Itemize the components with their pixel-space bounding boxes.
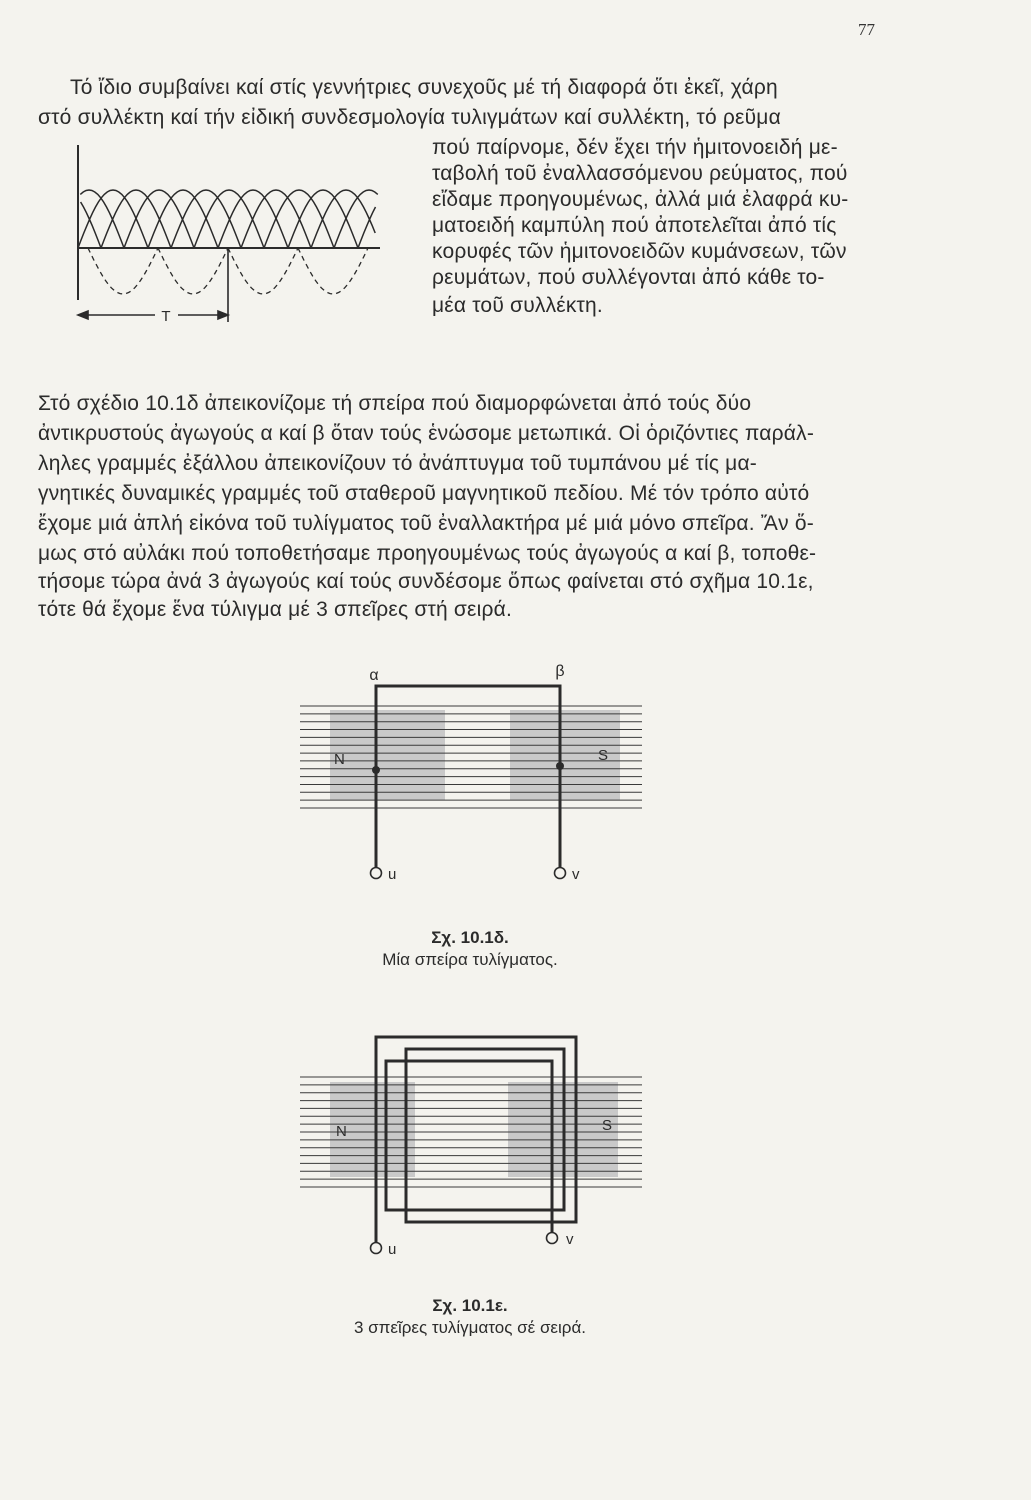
dashed-half-wave bbox=[158, 248, 228, 294]
dashed-half-wave bbox=[298, 248, 368, 294]
sine-half-wave bbox=[80, 190, 124, 248]
text-line: Στό σχέδιο 10.1δ ἀπεικονίζομε τή σπείρα πού διαμορφώνεται ἀπό τούς δύο bbox=[38, 392, 752, 415]
text-line: πού παίρνομε, δέν ἔχει τήν ἡμιτονοειδή με- bbox=[432, 136, 838, 159]
terminal-v-circle bbox=[547, 1233, 558, 1244]
caption-figure-e bbox=[310, 1296, 630, 1338]
text-line: εἴδαμε προηγουμένως, ἀλλά μιά ἐλαφρά κυ- bbox=[432, 188, 849, 211]
text-line: στό συλλέκτη καί τήν εἰδική συνδεσμολογία τυλιγμάτων καί συλλέκτη, τό ρεῦμα bbox=[38, 106, 781, 129]
label-terminal-v: v bbox=[572, 866, 580, 883]
text-line: τήσομε τώρα ἀνά 3 ἀγωγούς καί τούς συνδέσομε ὅπως φαίνεται στό σχῆμα 10.1ε, bbox=[38, 570, 814, 593]
label-terminal-v: v bbox=[566, 1231, 574, 1248]
caption-text: 3 σπεῖρες τυλίγματος σέ σειρά. bbox=[353, 1318, 587, 1337]
label-beta: β bbox=[555, 663, 565, 680]
text-line: κορυφές τῶν ἡμιτονοειδῶν κυμάνσεων, τῶν bbox=[432, 240, 847, 263]
label-south-pole: S bbox=[602, 1117, 613, 1134]
text-line: ρευμάτων, πού συλλέγονται ἀπό κάθε το- bbox=[432, 266, 825, 289]
page-number: 77 bbox=[858, 20, 875, 39]
north-pole-area bbox=[330, 710, 445, 800]
terminal-u-circle bbox=[371, 868, 382, 879]
terminal-v-circle bbox=[555, 868, 566, 879]
label-north-pole: N bbox=[334, 751, 345, 768]
conductor-alpha bbox=[372, 766, 380, 774]
label-alpha: α bbox=[369, 667, 379, 684]
sine-half-wave bbox=[81, 202, 101, 248]
period-label: T bbox=[161, 308, 171, 325]
text-line: ἔχομε μιά ἁπλή εἰκόνα τοῦ τυλίγματος τοῦ ἐναλλακτήρα μέ μιά μόνο σπεῖρα. Ἄν ὅ- bbox=[38, 512, 814, 535]
text-line: ματοειδή καμπύλη πού ἀποτελεῖται ἀπό τίς bbox=[432, 214, 837, 237]
dashed-half-wave bbox=[228, 248, 298, 294]
label-south-pole: S bbox=[598, 747, 609, 764]
caption-number: Σχ. 10.1δ. bbox=[431, 928, 509, 947]
sine-half-wave bbox=[311, 190, 375, 248]
text-line: Τό ἴδιο συμβαίνει καί στίς γεννήτριες συνεχοῦς μέ τή διαφορά ὅτι ἐκεῖ, χάρη bbox=[70, 76, 778, 99]
label-terminal-u: u bbox=[388, 866, 397, 883]
text-line: μέα τοῦ συλλέκτη. bbox=[432, 294, 603, 317]
rectified-waveform-figure bbox=[60, 140, 390, 330]
period-marker bbox=[78, 248, 228, 322]
caption-number: Σχ. 10.1ε. bbox=[432, 1296, 508, 1315]
dashed-half-wave bbox=[88, 248, 158, 294]
text-line: γνητικές δυναμικές γραμμές τοῦ σταθεροῦ μαγνητικοῦ πεδίου. Μέ τόν τρόπο αὐτό bbox=[38, 482, 810, 505]
sine-half-waves bbox=[78, 190, 378, 248]
text-line: τότε θά ἔχομε ἕνα τύλιγμα μέ 3 σπεῖρες στή σειρά. bbox=[38, 598, 513, 621]
sine-half-wave bbox=[334, 190, 378, 248]
figure-three-turn-winding bbox=[290, 1032, 650, 1262]
text-line: μως στό αὐλάκι πού τοποθετήσαμε προηγουμένως τούς ἀγωγούς α καί β, τοποθε- bbox=[38, 542, 817, 565]
caption-text: Μία σπείρα τυλίγματος. bbox=[382, 950, 558, 969]
terminal-u-circle bbox=[371, 1243, 382, 1254]
caption-figure-d bbox=[340, 928, 600, 970]
text-line: ἀντικρυστούς ἀγωγούς α καί β ὅταν τούς ἑνώσομε μετωπικά. Οἱ ὁριζόντιες παράλ- bbox=[38, 422, 815, 445]
text-line: ταβολή τοῦ ἐναλλασσόμενου ρεύματος, πού bbox=[432, 162, 848, 185]
label-terminal-u: u bbox=[388, 1241, 397, 1258]
label-north-pole: N bbox=[336, 1123, 347, 1140]
figure-single-turn-winding bbox=[290, 663, 650, 898]
text-line: ληλες γραμμές ἐξάλλου ἀπεικονίζουν τό ἀνάπτυγμα τοῦ τυμπάνου μέ τίς μα- bbox=[38, 452, 758, 475]
conductor-beta bbox=[556, 762, 564, 770]
